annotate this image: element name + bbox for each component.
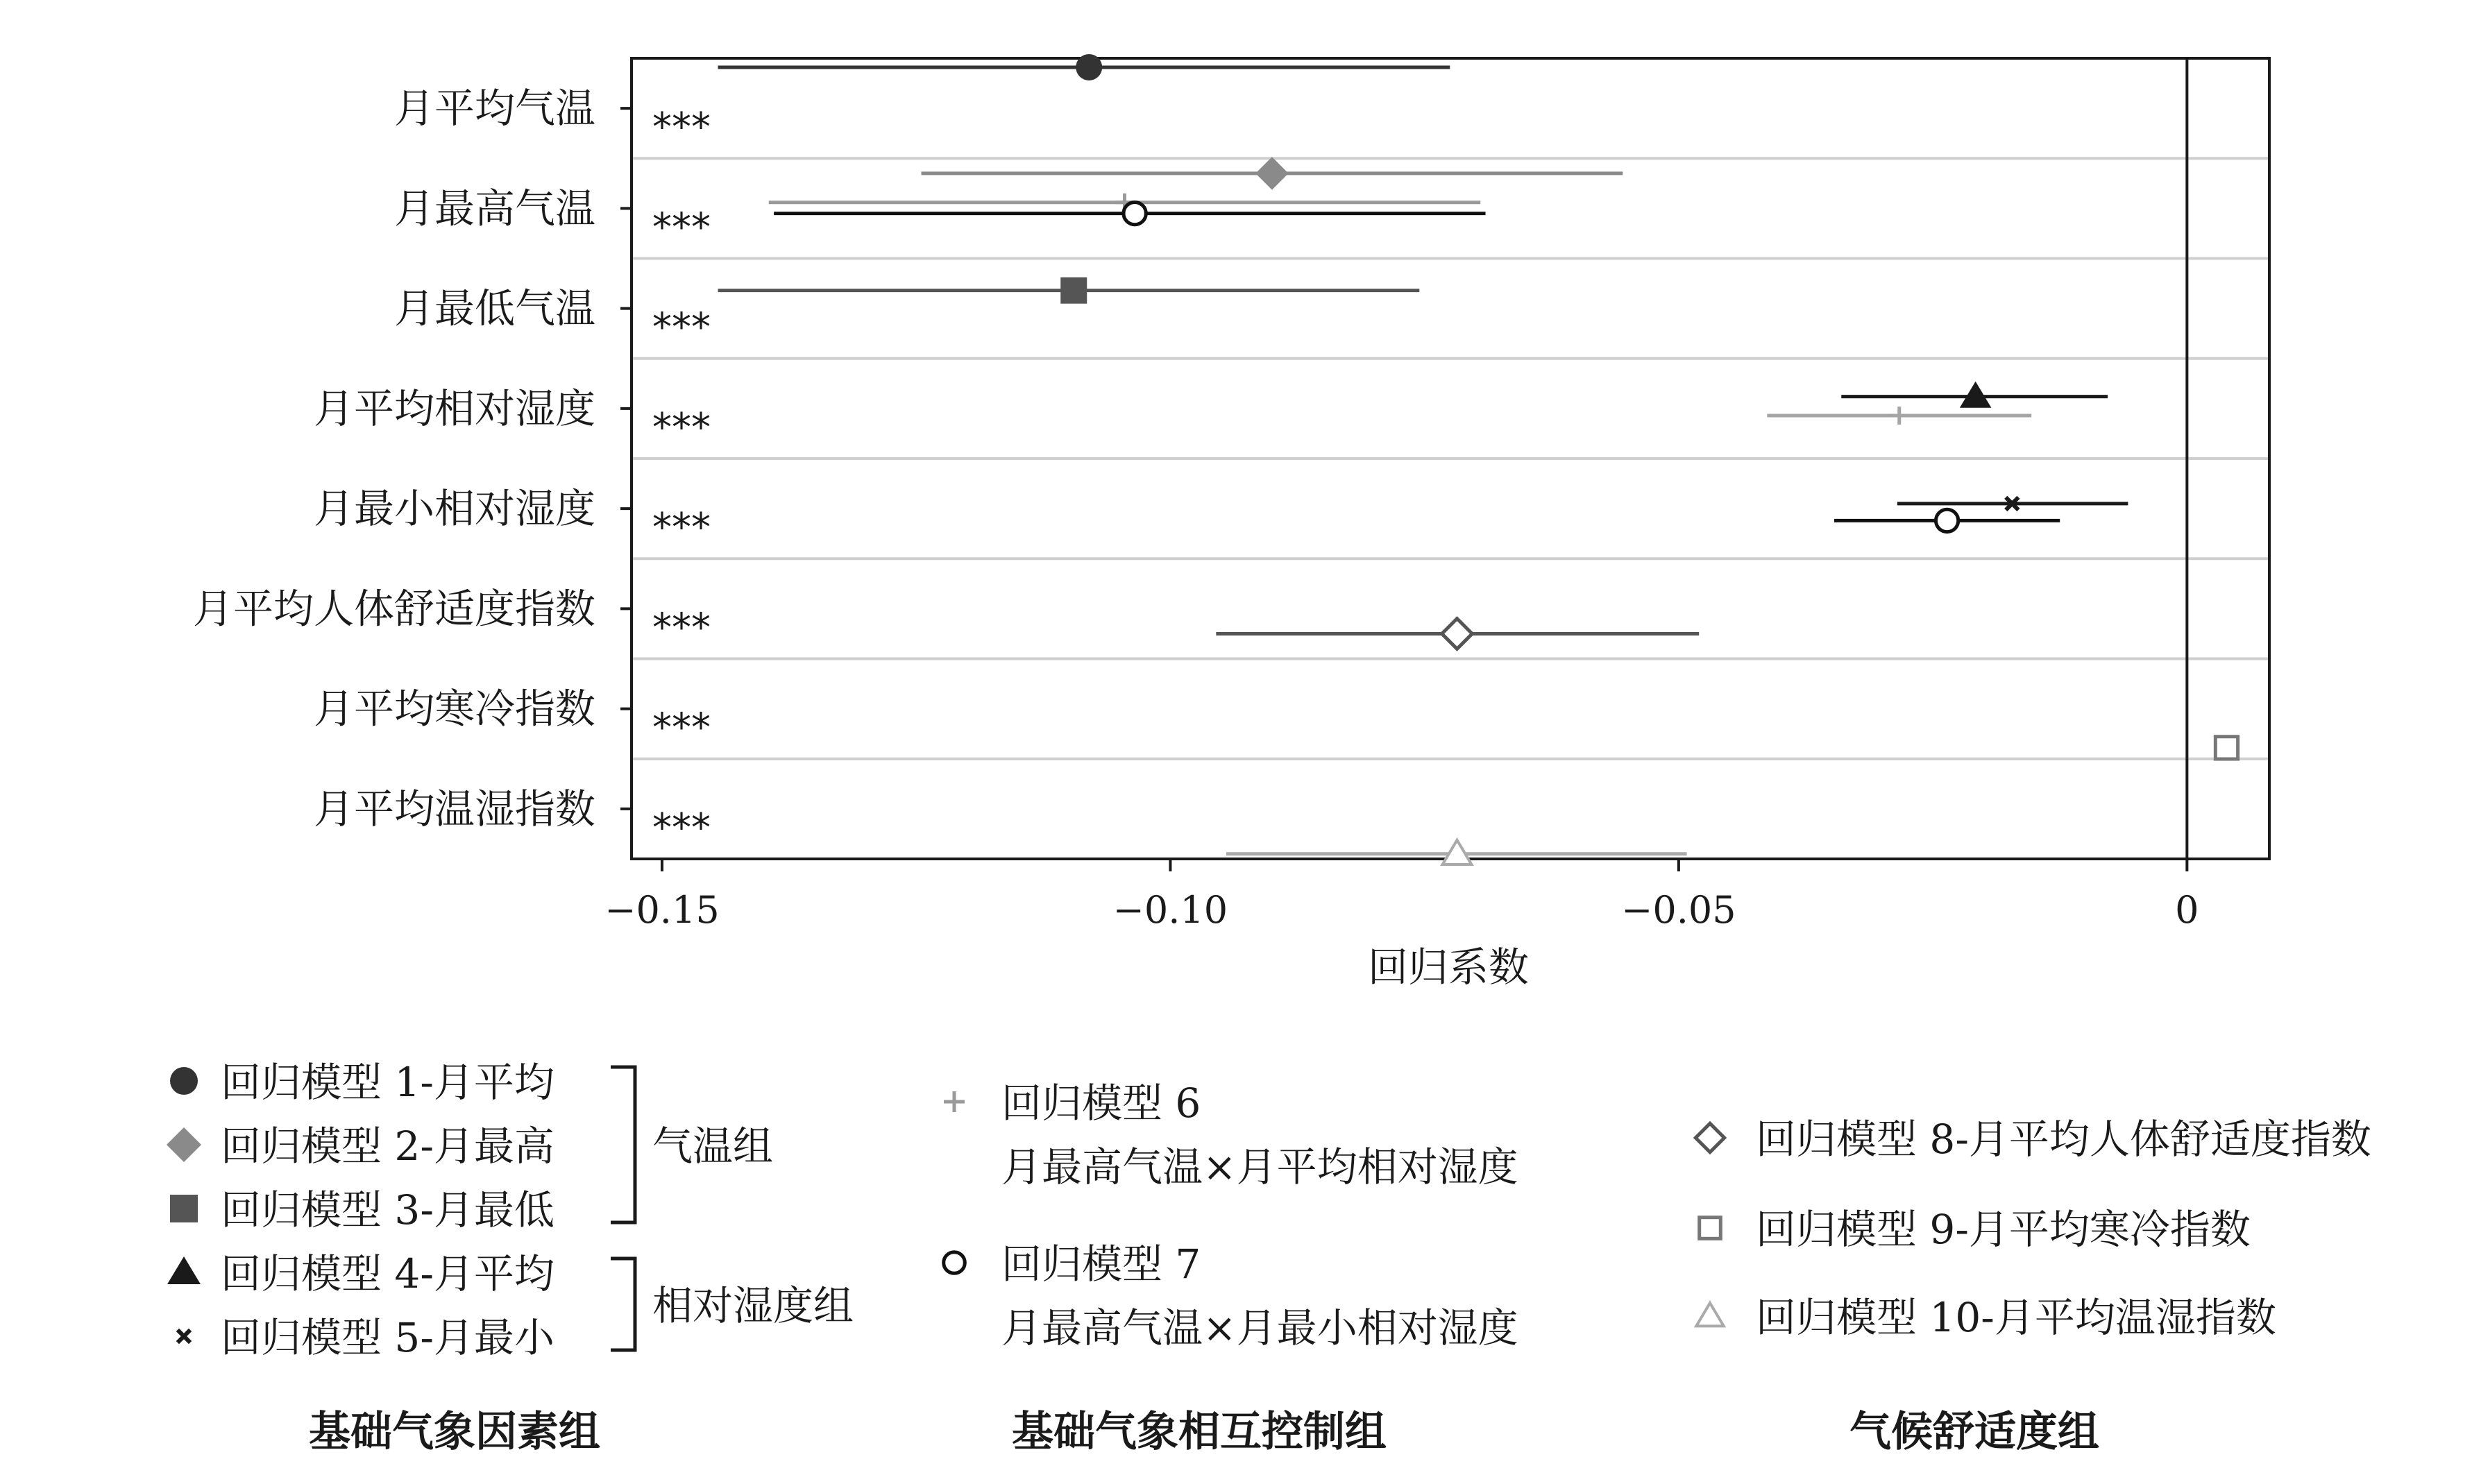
- point-estimate: [1255, 157, 1289, 190]
- point-estimate: [1060, 278, 1087, 304]
- legend-marker: [178, 1330, 190, 1342]
- point-estimate: [1076, 54, 1102, 80]
- estimate-circle-open: [1834, 509, 2060, 531]
- estimate-diamond-filled: [922, 157, 1623, 190]
- legend-marker: [170, 1195, 198, 1222]
- legend-label: 回归模型 2-月最高: [221, 1123, 554, 1170]
- row-label: 月平均人体舒适度指数: [192, 585, 595, 633]
- legend-label: 回归模型 4-月平均: [221, 1250, 554, 1297]
- significance-label: ***: [652, 705, 711, 751]
- estimate-plus: [1767, 407, 2031, 425]
- legend: [167, 1059, 2371, 1456]
- legend-marker: [1695, 1123, 1724, 1152]
- x-tick-label: −0.10: [1112, 888, 1228, 932]
- point-estimate: [1124, 202, 1146, 224]
- point-estimate: [2215, 737, 2237, 759]
- legend-group-title: 气候舒适度组: [1849, 1408, 2099, 1456]
- x-axis-label: 回归系数: [1367, 944, 1530, 991]
- legend-marker: [944, 1252, 965, 1274]
- legend-label: 回归模型 8-月平均人体舒适度指数: [1756, 1116, 2371, 1163]
- legend-label: 回归模型 5-月最小: [221, 1314, 554, 1361]
- legend-label: 回归模型 10-月平均温湿指数: [1756, 1294, 2276, 1341]
- x-axis-ticks: [604, 859, 2199, 932]
- legend-label: 月最高气温×月最小相对湿度: [1001, 1304, 1518, 1351]
- significance-label: ***: [652, 305, 711, 350]
- estimate-triangle-filled: [1841, 382, 2108, 408]
- legend-label: 回归模型 3-月最低: [221, 1186, 554, 1234]
- point-estimate: [1890, 407, 1908, 425]
- estimate-square-filled: [718, 278, 1420, 304]
- significance-label: ***: [652, 605, 711, 651]
- x-tick-label: −0.15: [604, 888, 720, 932]
- row-label: 月最小相对湿度: [313, 485, 595, 533]
- row-label: 月平均气温: [393, 85, 595, 133]
- legend-label: 月最高气温×月平均相对湿度: [1001, 1143, 1518, 1191]
- legend-interaction-group: [944, 1080, 1518, 1456]
- point-estimate: [1936, 509, 1958, 531]
- legend-group-title: 基础气象相互控制组: [1012, 1408, 1387, 1456]
- legend-marker: [170, 1067, 198, 1095]
- significance-label: ***: [652, 205, 711, 250]
- legend-bracket: [611, 1067, 635, 1222]
- row-label: 月平均相对湿度: [313, 384, 595, 432]
- significance-label: ***: [652, 805, 711, 851]
- legend-bracket-label: 气温组: [652, 1123, 774, 1170]
- estimate-x: [1897, 497, 2128, 510]
- legend-group-title: 基础气象因素组: [309, 1408, 600, 1456]
- point-estimate: [1960, 382, 1992, 408]
- row-separators: [632, 158, 2269, 759]
- significance-label: ***: [652, 505, 711, 551]
- x-tick-label: −0.05: [1621, 888, 1736, 932]
- significance-label: ***: [652, 404, 711, 450]
- legend-marker: [167, 1256, 201, 1284]
- x-tick-label: 0: [2175, 888, 2199, 932]
- legend-bracket-label: 相对湿度组: [652, 1282, 854, 1329]
- row-label: 月平均寒冷指数: [313, 685, 595, 733]
- legend-bracket: [611, 1259, 635, 1350]
- legend-label: 回归模型 6: [1001, 1080, 1201, 1127]
- estimate-square-open: [2215, 737, 2237, 759]
- legend-marker: [1700, 1218, 1721, 1239]
- estimate-triangle-open: [1226, 840, 1687, 864]
- estimate-circle-open: [774, 202, 1485, 224]
- row-label: 月平均温湿指数: [313, 785, 595, 833]
- legend-marker: [944, 1091, 965, 1112]
- legend-marker: [1696, 1303, 1724, 1326]
- legend-label: 回归模型 9-月平均寒冷指数: [1756, 1206, 2251, 1253]
- row-labels: [193, 85, 632, 833]
- legend-label: 回归模型 7: [1001, 1240, 1201, 1288]
- estimate-diamond-open: [1216, 619, 1699, 649]
- legend-basic-group: [167, 1059, 854, 1456]
- significance-labels: [652, 105, 711, 851]
- row-label: 月最高气温: [393, 185, 595, 232]
- legend-marker: [167, 1127, 201, 1162]
- significance-label: ***: [652, 105, 711, 151]
- legend-comfort-group: [1695, 1116, 2371, 1456]
- legend-label: 回归模型 1-月平均: [221, 1059, 554, 1106]
- row-label: 月最低气温: [393, 284, 595, 332]
- point-estimate: [1442, 619, 1473, 649]
